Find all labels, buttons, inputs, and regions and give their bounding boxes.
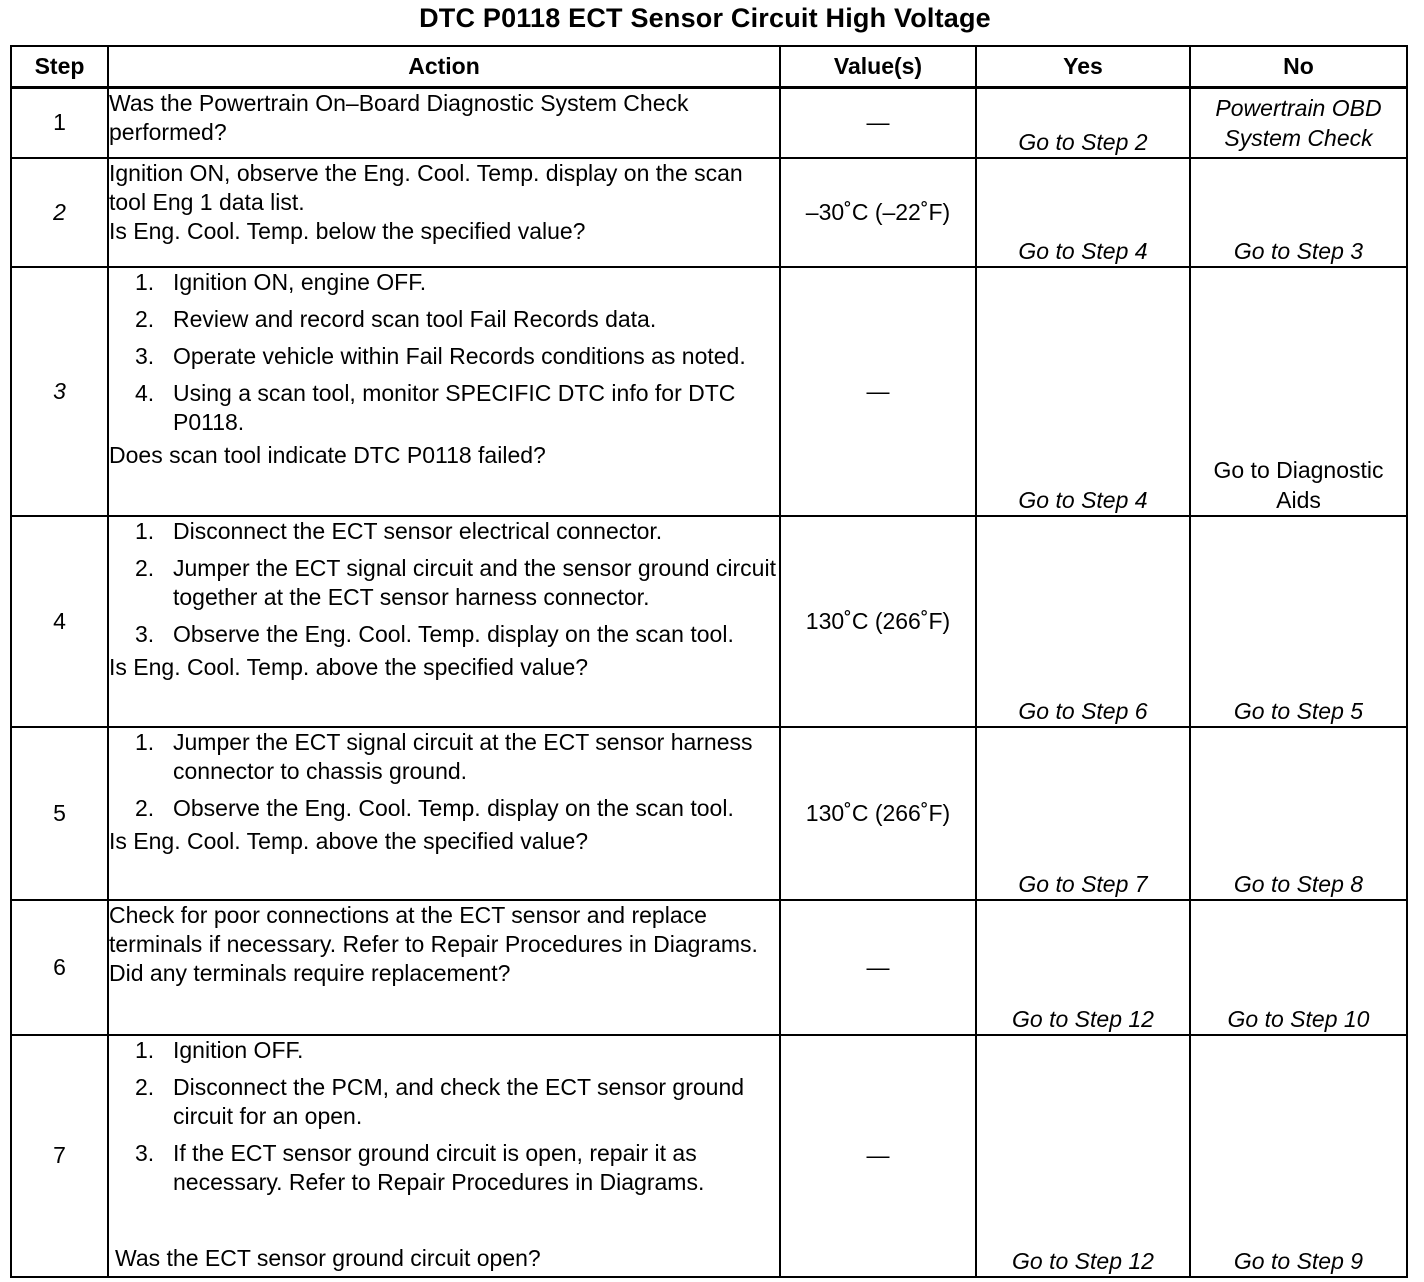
list-item: 1. Ignition OFF. <box>135 1036 304 1063</box>
table-row <box>11 88 1407 158</box>
value-cell: — <box>780 267 976 516</box>
step-number: 2 <box>11 158 108 267</box>
value-cell: 130˚C (266˚F) <box>780 516 976 727</box>
substep-list <box>109 1036 779 1197</box>
step-number: 4 <box>11 516 108 727</box>
value-cell: — <box>780 900 976 1035</box>
action-question: Is Eng. Cool. Temp. above the specified value? <box>109 653 589 680</box>
no-cell: Go to Step 8 <box>1190 727 1407 900</box>
table-row <box>11 1035 1407 1277</box>
table-row <box>11 267 1407 516</box>
list-item: 3. Observe the Eng. Cool. Temp. display on the scan tool. <box>135 620 734 647</box>
yes-cell: Go to Step 12 <box>976 1035 1190 1277</box>
action-question: Is Eng. Cool. Temp. below the specified value? <box>109 217 586 244</box>
list-item: 2. Review and record scan tool Fail Records data. <box>135 305 657 332</box>
action-question: Does scan tool indicate DTC P0118 failed? <box>109 441 546 468</box>
no-cell: Go to Step 9 <box>1190 1035 1407 1277</box>
yes-cell: Go to Step 6 <box>976 516 1190 727</box>
yes-cell: Go to Step 7 <box>976 727 1190 900</box>
no-cell <box>1190 88 1407 158</box>
action-text: Check for poor connections at the ECT sensor and replace terminals if necessary. Refer to Repair Procedures in Diagrams. <box>109 901 758 957</box>
action-question: Is Eng. Cool. Temp. above the specified value? <box>109 827 589 854</box>
list-item: 2. Disconnect the PCM, and check the ECT sensor ground circuit for an open. <box>135 1073 745 1129</box>
step-number: 1 <box>11 88 108 158</box>
header-no: No <box>1190 46 1407 88</box>
action-text: Was the Powertrain On–Board Diagnostic System Check performed? <box>109 90 689 145</box>
no-cell: Go to Step 10 <box>1190 900 1407 1035</box>
substep-list <box>109 728 779 823</box>
no-line: Aids <box>1276 486 1321 513</box>
header-step: Step <box>11 46 108 88</box>
substep-list <box>109 268 779 437</box>
yes-cell: Go to Step 4 <box>976 267 1190 516</box>
diagnostic-table <box>10 45 1408 1278</box>
yes-cell: Go to Step 2 <box>976 88 1190 158</box>
step-number: 7 <box>11 1035 108 1277</box>
list-item: 1. Ignition ON, engine OFF. <box>135 268 427 295</box>
no-cell: Go to Step 5 <box>1190 516 1407 727</box>
action-cell <box>108 88 780 158</box>
no-cell: Go to Step 3 <box>1190 158 1407 267</box>
list-item: 3. If the ECT sensor ground circuit is open, repair it as necessary. Refer to Repair Procedures in Diagrams. <box>135 1139 705 1195</box>
list-item: 3. Operate vehicle within Fail Records conditions as noted. <box>135 342 746 369</box>
action-cell <box>108 1035 780 1277</box>
action-cell <box>108 267 780 516</box>
yes-cell: Go to Step 4 <box>976 158 1190 267</box>
action-question: Was the ECT sensor ground circuit open? <box>115 1244 541 1271</box>
no-line: Go to Diagnostic <box>1213 456 1384 483</box>
step-number: 5 <box>11 727 108 900</box>
action-cell <box>108 516 780 727</box>
table-row <box>11 516 1407 727</box>
list-item: 4. Using a scan tool, monitor SPECIFIC DTC info for DTC P0118. <box>135 379 736 435</box>
value-cell: — <box>780 88 976 158</box>
step-number: 6 <box>11 900 108 1035</box>
action-text: Ignition ON, observe the Eng. Cool. Temp. display on the scan tool Eng 1 data list. <box>109 159 743 215</box>
no-line: Powertrain OBD <box>1215 94 1382 121</box>
action-cell <box>108 158 780 267</box>
list-item: 2. Jumper the ECT signal circuit and the sensor ground circuit together at the ECT sensor harness connector. <box>135 554 776 610</box>
yes-cell: Go to Step 12 <box>976 900 1190 1035</box>
table-row <box>11 158 1407 267</box>
page-title: DTC P0118 ECT Sensor Circuit High Voltage <box>419 3 991 33</box>
list-item: 2. Observe the Eng. Cool. Temp. display on the scan tool. <box>135 794 734 821</box>
action-question: Did any terminals require replacement? <box>109 959 511 986</box>
header-row <box>11 46 1407 88</box>
header-values: Value(s) <box>780 46 976 88</box>
header-action: Action <box>108 46 780 88</box>
table-row <box>11 900 1407 1035</box>
value-cell: — <box>780 1035 976 1277</box>
step-number: 3 <box>11 267 108 516</box>
value-cell: 130˚C (266˚F) <box>780 727 976 900</box>
value-cell: –30˚C (–22˚F) <box>780 158 976 267</box>
no-cell <box>1190 267 1407 516</box>
list-item: 1. Jumper the ECT signal circuit at the ECT sensor harness connector to chassis ground. <box>135 728 753 784</box>
action-cell <box>108 727 780 900</box>
table-row <box>11 727 1407 900</box>
action-cell <box>108 900 780 1035</box>
no-line: System Check <box>1224 124 1373 151</box>
substep-list <box>109 517 779 649</box>
header-yes: Yes <box>976 46 1190 88</box>
list-item: 1. Disconnect the ECT sensor electrical connector. <box>135 517 663 544</box>
